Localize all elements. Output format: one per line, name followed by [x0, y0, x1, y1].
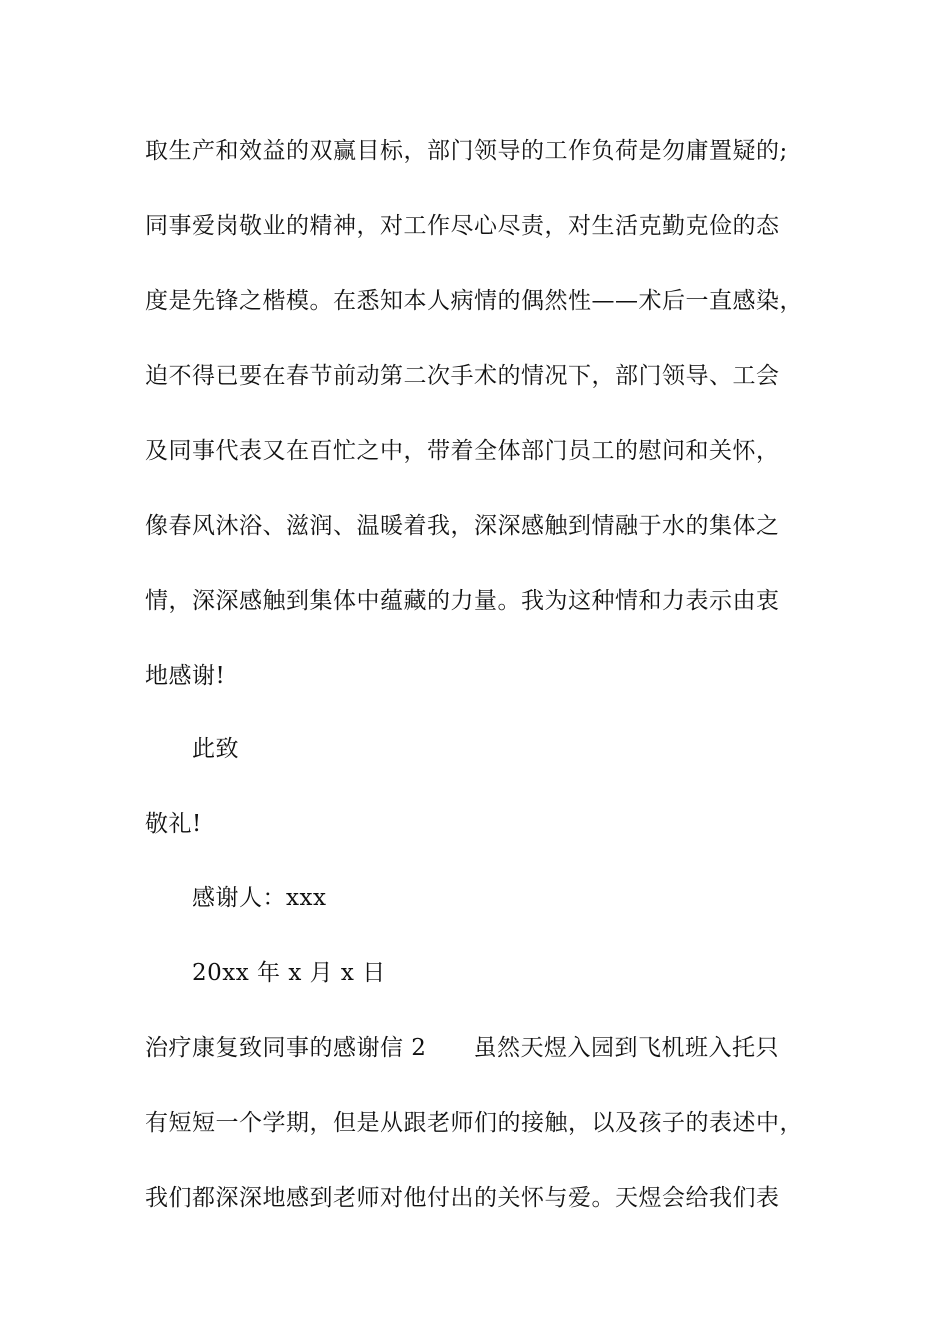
paragraph-line: 及同事代表又在百忙之中，带着全体部门员工的慰问和关怀， — [145, 438, 780, 464]
date-line: 20xx 年 x 月 x 日 — [192, 960, 386, 986]
section-heading-line: 治疗康复致同事的感谢信 2 虽然天煜入园到飞机班入托只 — [145, 1035, 779, 1061]
paragraph-line: 同事爱岗敬业的精神，对工作尽心尽责，对生活克勤克俭的态 — [145, 213, 780, 239]
paragraph-line: 情，深深感触到集体中蕴藏的力量。我为这种情和力表示由衷 — [145, 588, 780, 614]
closing-line: 敬礼! — [145, 811, 202, 837]
salutation-line: 此致 — [192, 736, 239, 762]
paragraph-line: 取生产和效益的双赢目标，部门领导的工作负荷是勿庸置疑的; — [145, 138, 788, 164]
paragraph-line: 地感谢! — [145, 663, 226, 689]
signature-line: 感谢人：xxx — [192, 885, 327, 911]
paragraph-line: 像春风沐浴、滋润、温暖着我，深深感触到情融于水的集体之 — [145, 513, 780, 539]
paragraph-line: 我们都深深地感到老师对他付出的关怀与爱。天煜会给我们表 — [145, 1185, 780, 1211]
paragraph-line: 度是先锋之楷模。在悉知本人病情的偶然性——术后一直感染， — [145, 288, 803, 314]
paragraph-line: 有短短一个学期，但是从跟老师们的接触，以及孩子的表述中， — [145, 1110, 803, 1136]
paragraph-line: 迫不得已要在春节前动第二次手术的情况下，部门领导、工会 — [145, 363, 780, 389]
